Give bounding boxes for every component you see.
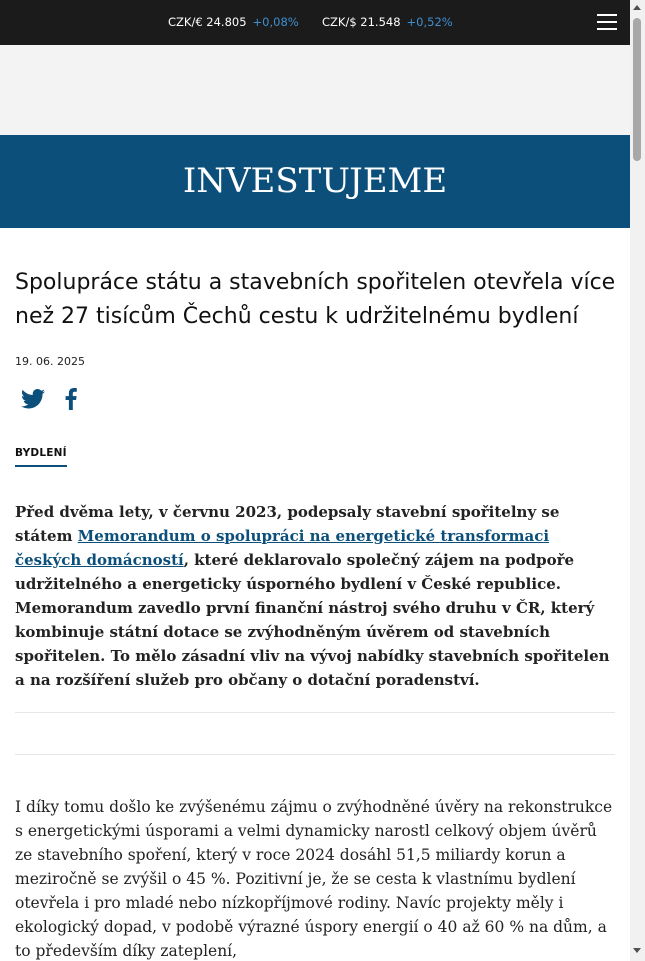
article-lead [15, 500, 617, 692]
rate-eur-change: +0,08% [252, 15, 299, 29]
scroll-up-arrow-icon[interactable] [633, 5, 641, 10]
vertical-scrollbar[interactable] [630, 0, 645, 961]
divider [15, 712, 615, 713]
divider [15, 754, 615, 755]
site-logo[interactable]: INVESTUJEME [182, 161, 448, 201]
memorandum-link[interactable]: Memorandum o spolupráci na energetické transformaci českých domácností [15, 527, 550, 569]
twitter-icon[interactable] [21, 388, 45, 410]
rate-usd [322, 15, 453, 29]
scroll-down-arrow-icon[interactable] [633, 948, 641, 953]
rate-usd-label: CZK/$ 21.548 [322, 15, 401, 29]
rate-eur [168, 15, 299, 29]
currency-ticker-bar [0, 0, 630, 45]
lead-text-after: , které deklarovalo společný zájem na podpoře udržitelného a energeticky úsporného bydlení v České republice. Memorandum zavedlo první finanční nástroj svého druhu v ČR, který kombinuje státní dotace se zvýhodněným úvěrem od stavebních spořitelen. To mělo zásadní vliv na vývoj nabídky stavebních spořitelen a na rozšíření služeb pro občany o dotační poradenství. [15, 551, 610, 689]
facebook-icon[interactable] [63, 388, 79, 410]
rate-eur-label: CZK/€ 24.805 [168, 15, 247, 29]
article-date: 19. 06. 2025 [15, 355, 85, 368]
ad-placeholder [0, 45, 630, 135]
site-header-banner [0, 135, 630, 228]
article-title: Spolupráce státu a stavebních spořitelen otevřela více než 27 tisícům Čechů cestu k udržitelnému bydlení [15, 270, 616, 329]
article-paragraph: I díky tomu došlo ke zvýšenému zájmu o zvýhodněné úvěry na rekonstrukce s energetickými úsporami a velmi dynamicky narostl celkový objem úvěrů ze stavebního spoření, který v roce 2024 dosáhl 51,5 miliardy korun a meziročně se zvýšil o 45 %. Pozitivní je, že se cesta k vlastnímu bydlení otevřela i pro mladé nebo nízkopříjmové rodiny. Navíc projekty měly i ekologický dopad, v podobě výrazné úspory energií o 40 až 60 % na dům, a to především díky zateplení, [15, 798, 613, 960]
rate-usd-change: +0,52% [406, 15, 453, 29]
category-tag[interactable]: BYDLENÍ [15, 447, 67, 467]
hamburger-menu-icon[interactable] [597, 14, 617, 30]
scroll-thumb[interactable] [633, 18, 641, 161]
lead-text-before: Před dvěma lety, v červnu 2023, podepsaly stavební spořitelny se státem [15, 503, 560, 545]
